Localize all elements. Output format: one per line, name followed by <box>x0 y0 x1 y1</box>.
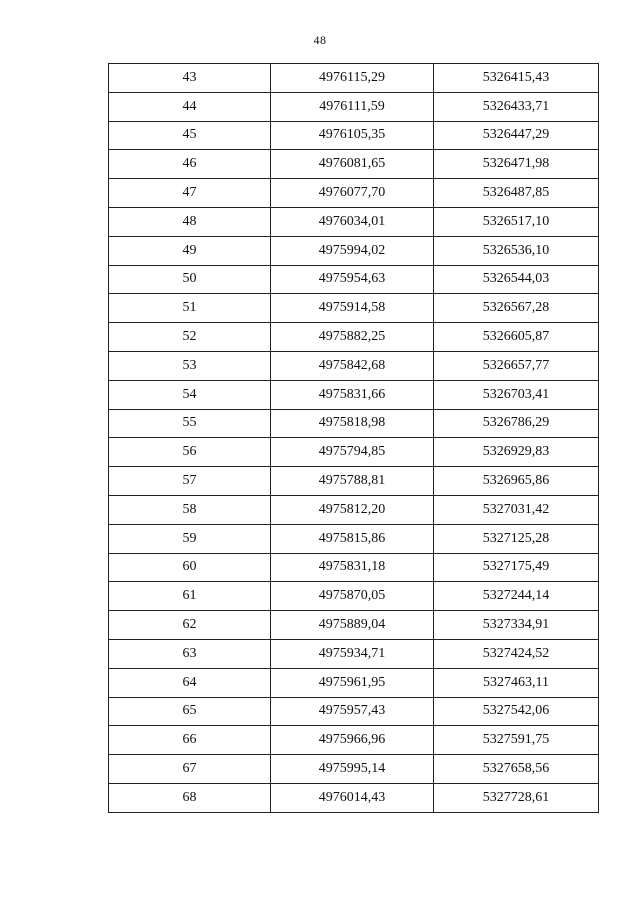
y-coordinate-cell: 5327175,49 <box>434 553 599 582</box>
point-number-cell: 62 <box>109 611 271 640</box>
y-coordinate-cell: 5326433,71 <box>434 92 599 121</box>
point-number-cell: 48 <box>109 207 271 236</box>
table-row <box>109 380 599 409</box>
y-coordinate-cell: 5326929,83 <box>434 438 599 467</box>
point-number-cell: 44 <box>109 92 271 121</box>
point-number-cell: 56 <box>109 438 271 467</box>
point-number-cell: 63 <box>109 639 271 668</box>
y-coordinate-cell: 5327424,52 <box>434 639 599 668</box>
point-number-cell: 64 <box>109 668 271 697</box>
point-number-cell: 57 <box>109 467 271 496</box>
point-number-cell: 52 <box>109 323 271 352</box>
x-coordinate-cell: 4975954,63 <box>271 265 434 294</box>
y-coordinate-cell: 5326605,87 <box>434 323 599 352</box>
y-coordinate-cell: 5326487,85 <box>434 179 599 208</box>
x-coordinate-cell: 4975957,43 <box>271 697 434 726</box>
x-coordinate-cell: 4975995,14 <box>271 755 434 784</box>
point-number-cell: 46 <box>109 150 271 179</box>
y-coordinate-cell: 5326447,29 <box>434 121 599 150</box>
table-row <box>109 582 599 611</box>
table-row <box>109 351 599 380</box>
table-row <box>109 726 599 755</box>
table-row <box>109 639 599 668</box>
table-row <box>109 697 599 726</box>
point-number-cell: 43 <box>109 64 271 93</box>
y-coordinate-cell: 5327542,06 <box>434 697 599 726</box>
y-coordinate-cell: 5326517,10 <box>434 207 599 236</box>
y-coordinate-cell: 5327334,91 <box>434 611 599 640</box>
table-row <box>109 207 599 236</box>
point-number-cell: 66 <box>109 726 271 755</box>
x-coordinate-cell: 4976077,70 <box>271 179 434 208</box>
y-coordinate-cell: 5327728,61 <box>434 783 599 812</box>
table-row <box>109 524 599 553</box>
x-coordinate-cell: 4976034,01 <box>271 207 434 236</box>
x-coordinate-cell: 4975818,98 <box>271 409 434 438</box>
y-coordinate-cell: 5326567,28 <box>434 294 599 323</box>
x-coordinate-cell: 4975914,58 <box>271 294 434 323</box>
y-coordinate-cell: 5327463,11 <box>434 668 599 697</box>
table-row <box>109 553 599 582</box>
table-row <box>109 438 599 467</box>
y-coordinate-cell: 5326415,43 <box>434 64 599 93</box>
y-coordinate-cell: 5327031,42 <box>434 495 599 524</box>
table-row <box>109 495 599 524</box>
x-coordinate-cell: 4975934,71 <box>271 639 434 668</box>
x-coordinate-cell: 4975961,95 <box>271 668 434 697</box>
y-coordinate-cell: 5326544,03 <box>434 265 599 294</box>
point-number-cell: 55 <box>109 409 271 438</box>
table-row <box>109 294 599 323</box>
x-coordinate-cell: 4976081,65 <box>271 150 434 179</box>
point-number-cell: 47 <box>109 179 271 208</box>
point-number-cell: 65 <box>109 697 271 726</box>
x-coordinate-cell: 4975870,05 <box>271 582 434 611</box>
x-coordinate-cell: 4976111,59 <box>271 92 434 121</box>
x-coordinate-cell: 4975815,86 <box>271 524 434 553</box>
table-row <box>109 611 599 640</box>
x-coordinate-cell: 4976105,35 <box>271 121 434 150</box>
y-coordinate-cell: 5326703,41 <box>434 380 599 409</box>
y-coordinate-cell: 5326657,77 <box>434 351 599 380</box>
point-number-cell: 54 <box>109 380 271 409</box>
point-number-cell: 61 <box>109 582 271 611</box>
y-coordinate-cell: 5327591,75 <box>434 726 599 755</box>
point-number-cell: 59 <box>109 524 271 553</box>
y-coordinate-cell: 5326536,10 <box>434 236 599 265</box>
table-row <box>109 409 599 438</box>
page-number: 48 <box>313 33 327 47</box>
table-row <box>109 92 599 121</box>
table-row <box>109 783 599 812</box>
table-row <box>109 755 599 784</box>
point-number-cell: 53 <box>109 351 271 380</box>
x-coordinate-cell: 4975889,04 <box>271 611 434 640</box>
x-coordinate-cell: 4975882,25 <box>271 323 434 352</box>
table-row <box>109 150 599 179</box>
y-coordinate-cell: 5327244,14 <box>434 582 599 611</box>
point-number-cell: 68 <box>109 783 271 812</box>
point-number-cell: 58 <box>109 495 271 524</box>
x-coordinate-cell: 4976115,29 <box>271 64 434 93</box>
x-coordinate-cell: 4975994,02 <box>271 236 434 265</box>
x-coordinate-cell: 4975788,81 <box>271 467 434 496</box>
coordinates-table-body <box>109 64 599 813</box>
point-number-cell: 50 <box>109 265 271 294</box>
table-row <box>109 121 599 150</box>
table-row <box>109 236 599 265</box>
table-row <box>109 179 599 208</box>
table-row <box>109 668 599 697</box>
x-coordinate-cell: 4975831,18 <box>271 553 434 582</box>
y-coordinate-cell: 5326471,98 <box>434 150 599 179</box>
point-number-cell: 51 <box>109 294 271 323</box>
table-row <box>109 467 599 496</box>
point-number-cell: 67 <box>109 755 271 784</box>
y-coordinate-cell: 5326965,86 <box>434 467 599 496</box>
x-coordinate-cell: 4975831,66 <box>271 380 434 409</box>
x-coordinate-cell: 4975794,85 <box>271 438 434 467</box>
table-row <box>109 64 599 93</box>
point-number-cell: 45 <box>109 121 271 150</box>
x-coordinate-cell: 4975812,20 <box>271 495 434 524</box>
y-coordinate-cell: 5327125,28 <box>434 524 599 553</box>
coordinates-table <box>108 63 599 813</box>
y-coordinate-cell: 5327658,56 <box>434 755 599 784</box>
table-row <box>109 265 599 294</box>
point-number-cell: 60 <box>109 553 271 582</box>
y-coordinate-cell: 5326786,29 <box>434 409 599 438</box>
x-coordinate-cell: 4975842,68 <box>271 351 434 380</box>
x-coordinate-cell: 4976014,43 <box>271 783 434 812</box>
x-coordinate-cell: 4975966,96 <box>271 726 434 755</box>
point-number-cell: 49 <box>109 236 271 265</box>
table-row <box>109 323 599 352</box>
